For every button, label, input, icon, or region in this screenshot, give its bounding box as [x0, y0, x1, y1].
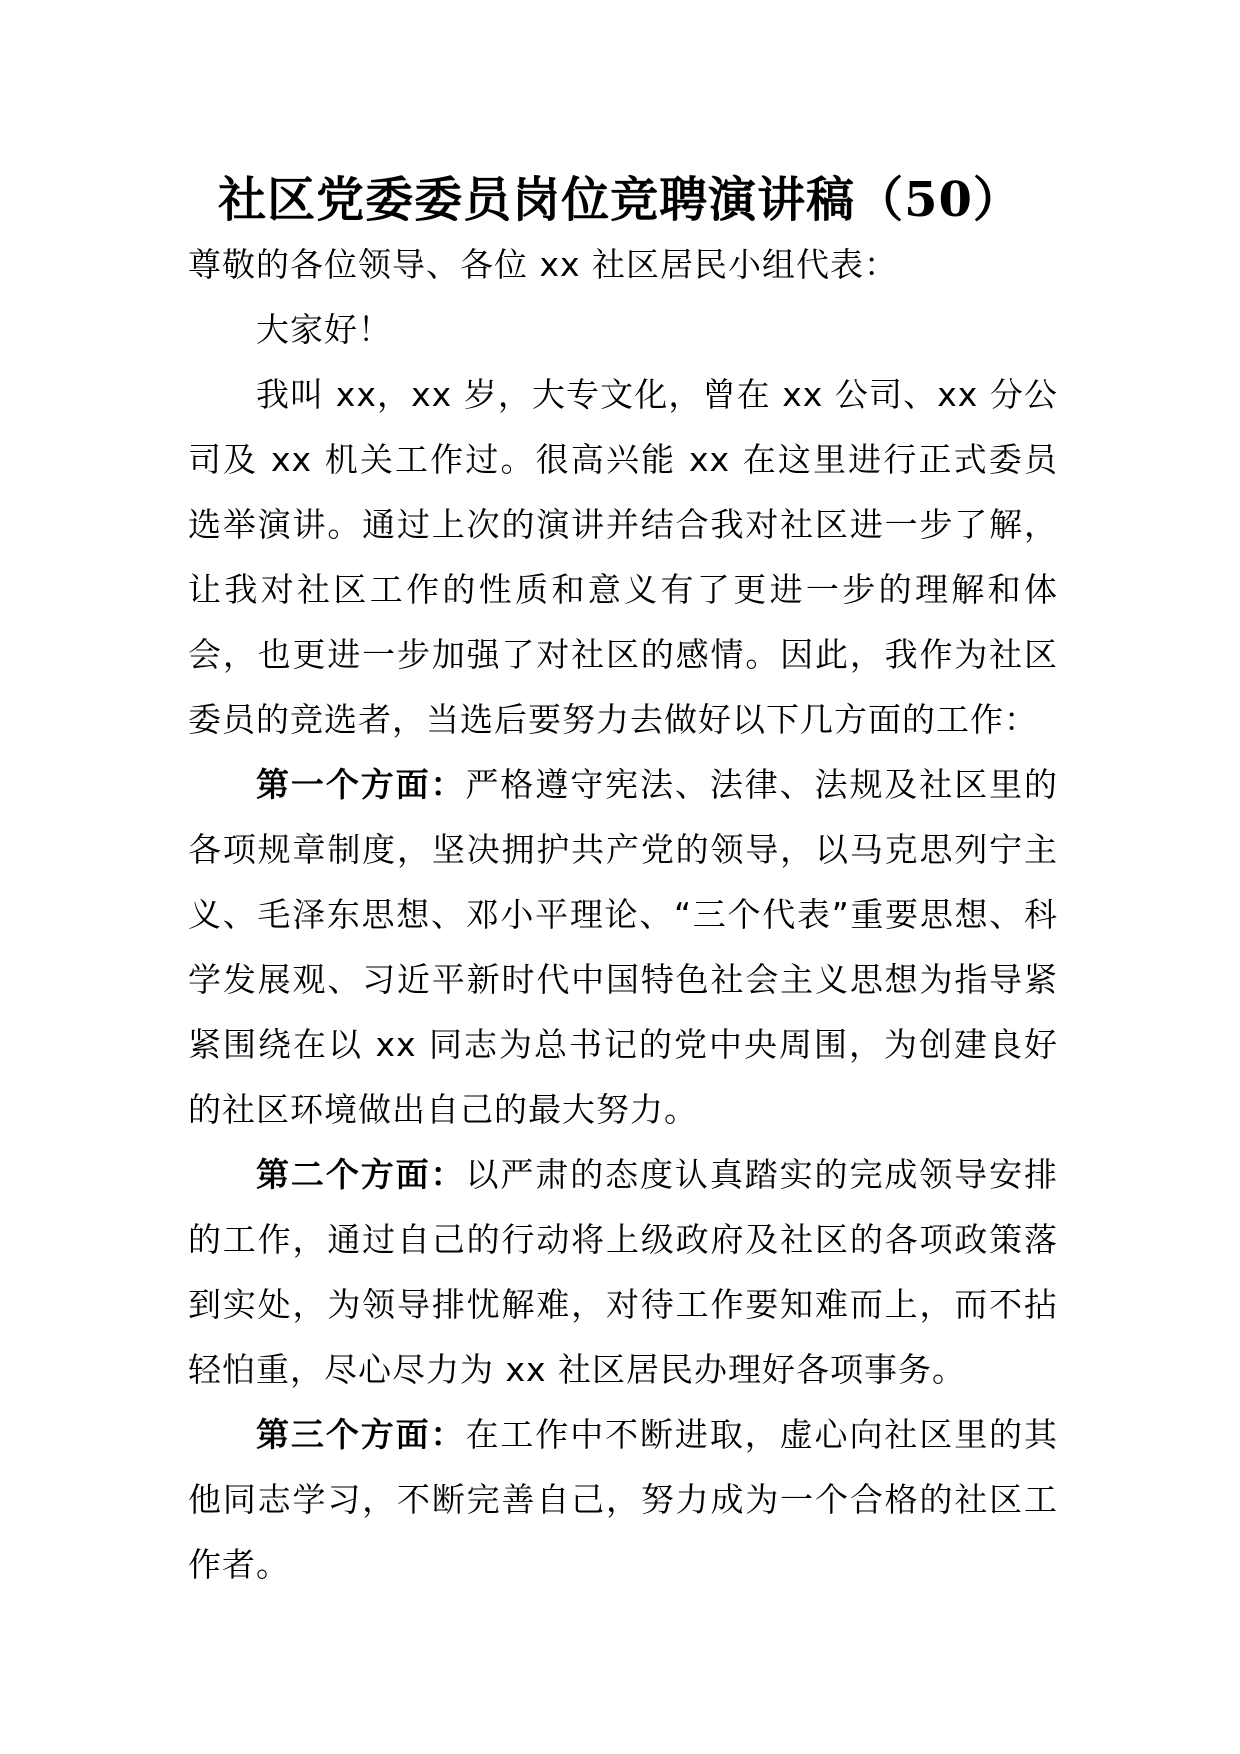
document-body [188, 232, 1058, 1597]
document-title: 社区党委委员岗位竞聘演讲稿（50） [218, 172, 1022, 228]
section-lead-3: 第三个方面： [256, 1415, 466, 1454]
section-paragraph-1 [188, 752, 1058, 1142]
section-text-2: 以严肃的态度认真踏实的完成领导安排的工作，通过自己的行动将上级政府及社区的各项政策落到实处，为领导排忧解难，对待工作要知难而上，而不拈轻怕重，尽心尽力为 xx 社区居民办理好各项事务。 [188, 1155, 1059, 1389]
section-text-3: 在工作中不断进取，虚心向社区里的其他同志学习，不断完善自己，努力成为一个合格的社区工作者。 [188, 1415, 1059, 1584]
greeting: 大家好！ [256, 310, 392, 349]
section-lead-1: 第一个方面： [256, 765, 466, 804]
section-paragraph-3 [188, 1402, 1058, 1597]
section-paragraph-2 [188, 1142, 1058, 1402]
section-text-1: 严格遵守宪法、法律、法规及社区里的各项规章制度，坚决拥护共产党的领导，以马克思列宁主义、毛泽东思想、邓小平理论、“三个代表”重要思想、科学发展观、习近平新时代中国特色社会主义思想为指导紧紧围绕在以 xx 同志为总书记的党中央周围，为创建良好的社区环境做出自己的最大努力。 [188, 765, 1059, 1129]
salutation: 尊敬的各位领导、各位 xx 社区居民小组代表： [188, 245, 899, 284]
intro-paragraph: 我叫 xx，xx 岁，大专文化，曾在 xx 公司、xx 分公司及 xx 机关工作过。很高兴能 xx 在这里进行正式委员选举演讲。通过上次的演讲并结合我对社区进一步了解，让我对社区工作的性质和意义有了更进一步的理解和体会，也更进一步加强了对社区的感情。因此，我作为社区委员的竞选者，当选后要努力去做好以下几方面的工作： [188, 375, 1058, 739]
section-lead-2: 第二个方面： [256, 1155, 466, 1194]
